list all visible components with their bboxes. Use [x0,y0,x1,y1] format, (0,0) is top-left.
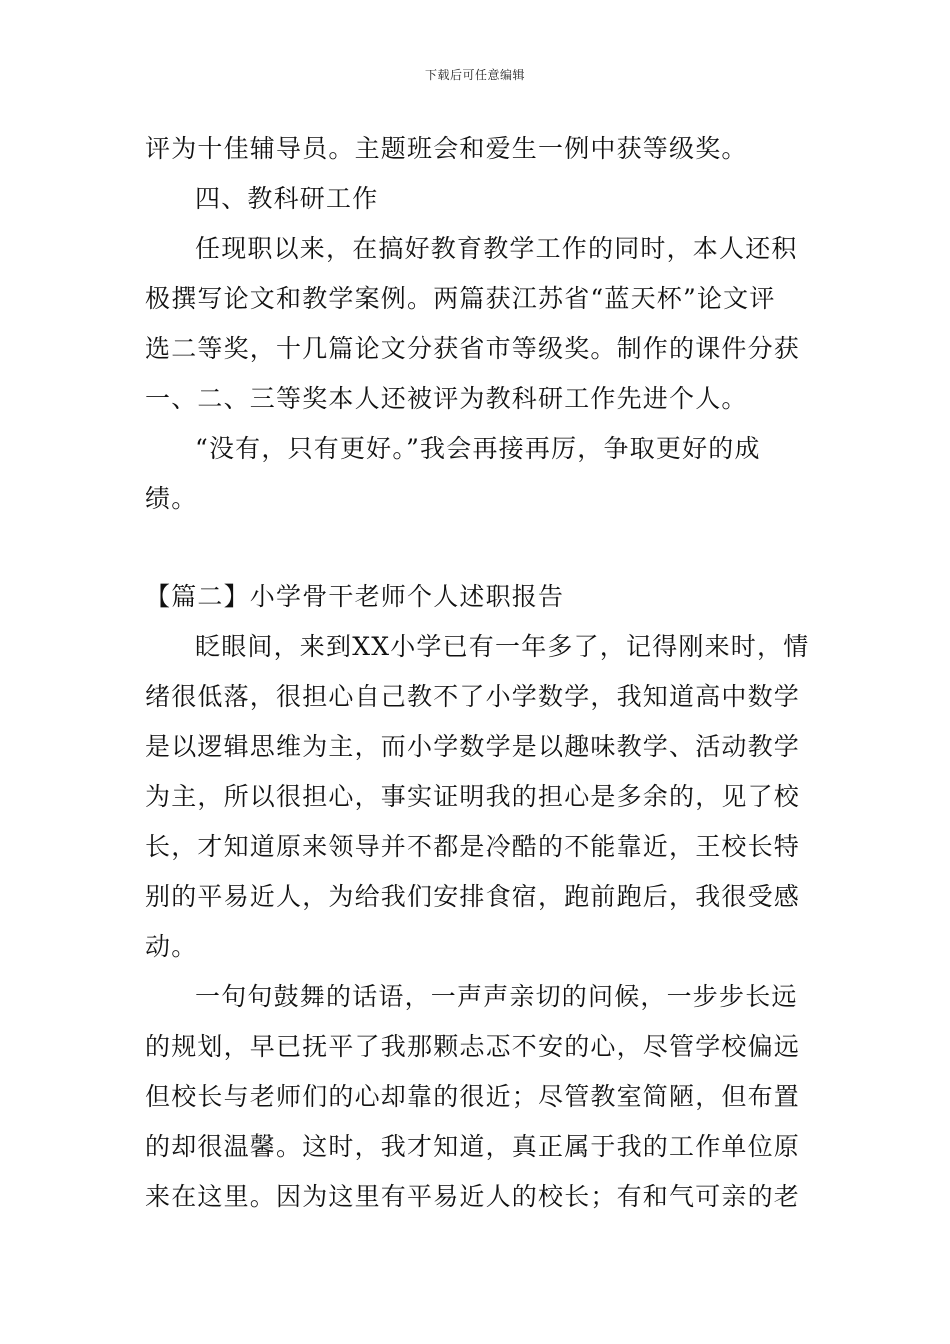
text-line: 别的平易近人，为给我们安排食宿，跑前跑后，我很受感 [145,882,801,911]
text-line: 是以逻辑思维为主，而小学数学是以趣味教学、活动教学 [145,732,801,761]
text-line: 绩。 [145,484,198,513]
text-line: 一句句鼓舞的话语，一声声亲切的问候，一步步长远 [195,982,798,1011]
document-body [145,124,810,1222]
text-line: 的却很温馨。这时，我才知道，真正属于我的工作单位原 [145,1132,801,1161]
text-line: 眨眼间，来到XX小学已有一年多了，记得刚来时，情 [195,632,810,661]
text-line: 选二等奖，十几篇论文分获省市等级奖。制作的课件分获 [145,334,801,363]
text-line: “没有，只有更好。”我会再接再厉，争取更好的成 [195,434,761,463]
text-line: 但校长与老师们的心却靠的很近；尽管教室简陋，但布置 [145,1082,801,1111]
text-line: 任现职以来，在搞好教育教学工作的同时，本人还积 [195,234,798,263]
page-header-note: 下载后可任意编辑 [424,68,525,82]
text-line: 长，才知道原来领导并不都是冷酷的不能靠近，王校长特 [145,832,801,861]
section-heading: 四、教科研工作 [195,184,379,213]
paragraph-spacer [145,524,807,572]
text-line: 来在这里。因为这里有平易近人的校长；有和气可亲的老 [145,1182,801,1211]
text-line: 为主，所以很担心，事实证明我的担心是多余的，见了校 [145,782,801,811]
text-line: 极撰写论文和教学案例。两篇获江苏省“蓝天杯”论文评 [145,284,776,313]
article-title: 【篇二】小学骨干老师个人述职报告 [145,582,565,611]
text-line: 评为十佳辅导员。主题班会和爱生一例中获等级奖。 [145,134,748,163]
text-line: 动。 [145,932,198,961]
text-line: 一、二、三等奖本人还被评为教科研工作先进个人。 [145,384,748,413]
text-line: 绪很低落，很担心自己教不了小学数学，我知道高中数学 [145,682,801,711]
text-line: 的规划，早已抚平了我那颗忐忑不安的心，尽管学校偏远 [145,1032,801,1061]
